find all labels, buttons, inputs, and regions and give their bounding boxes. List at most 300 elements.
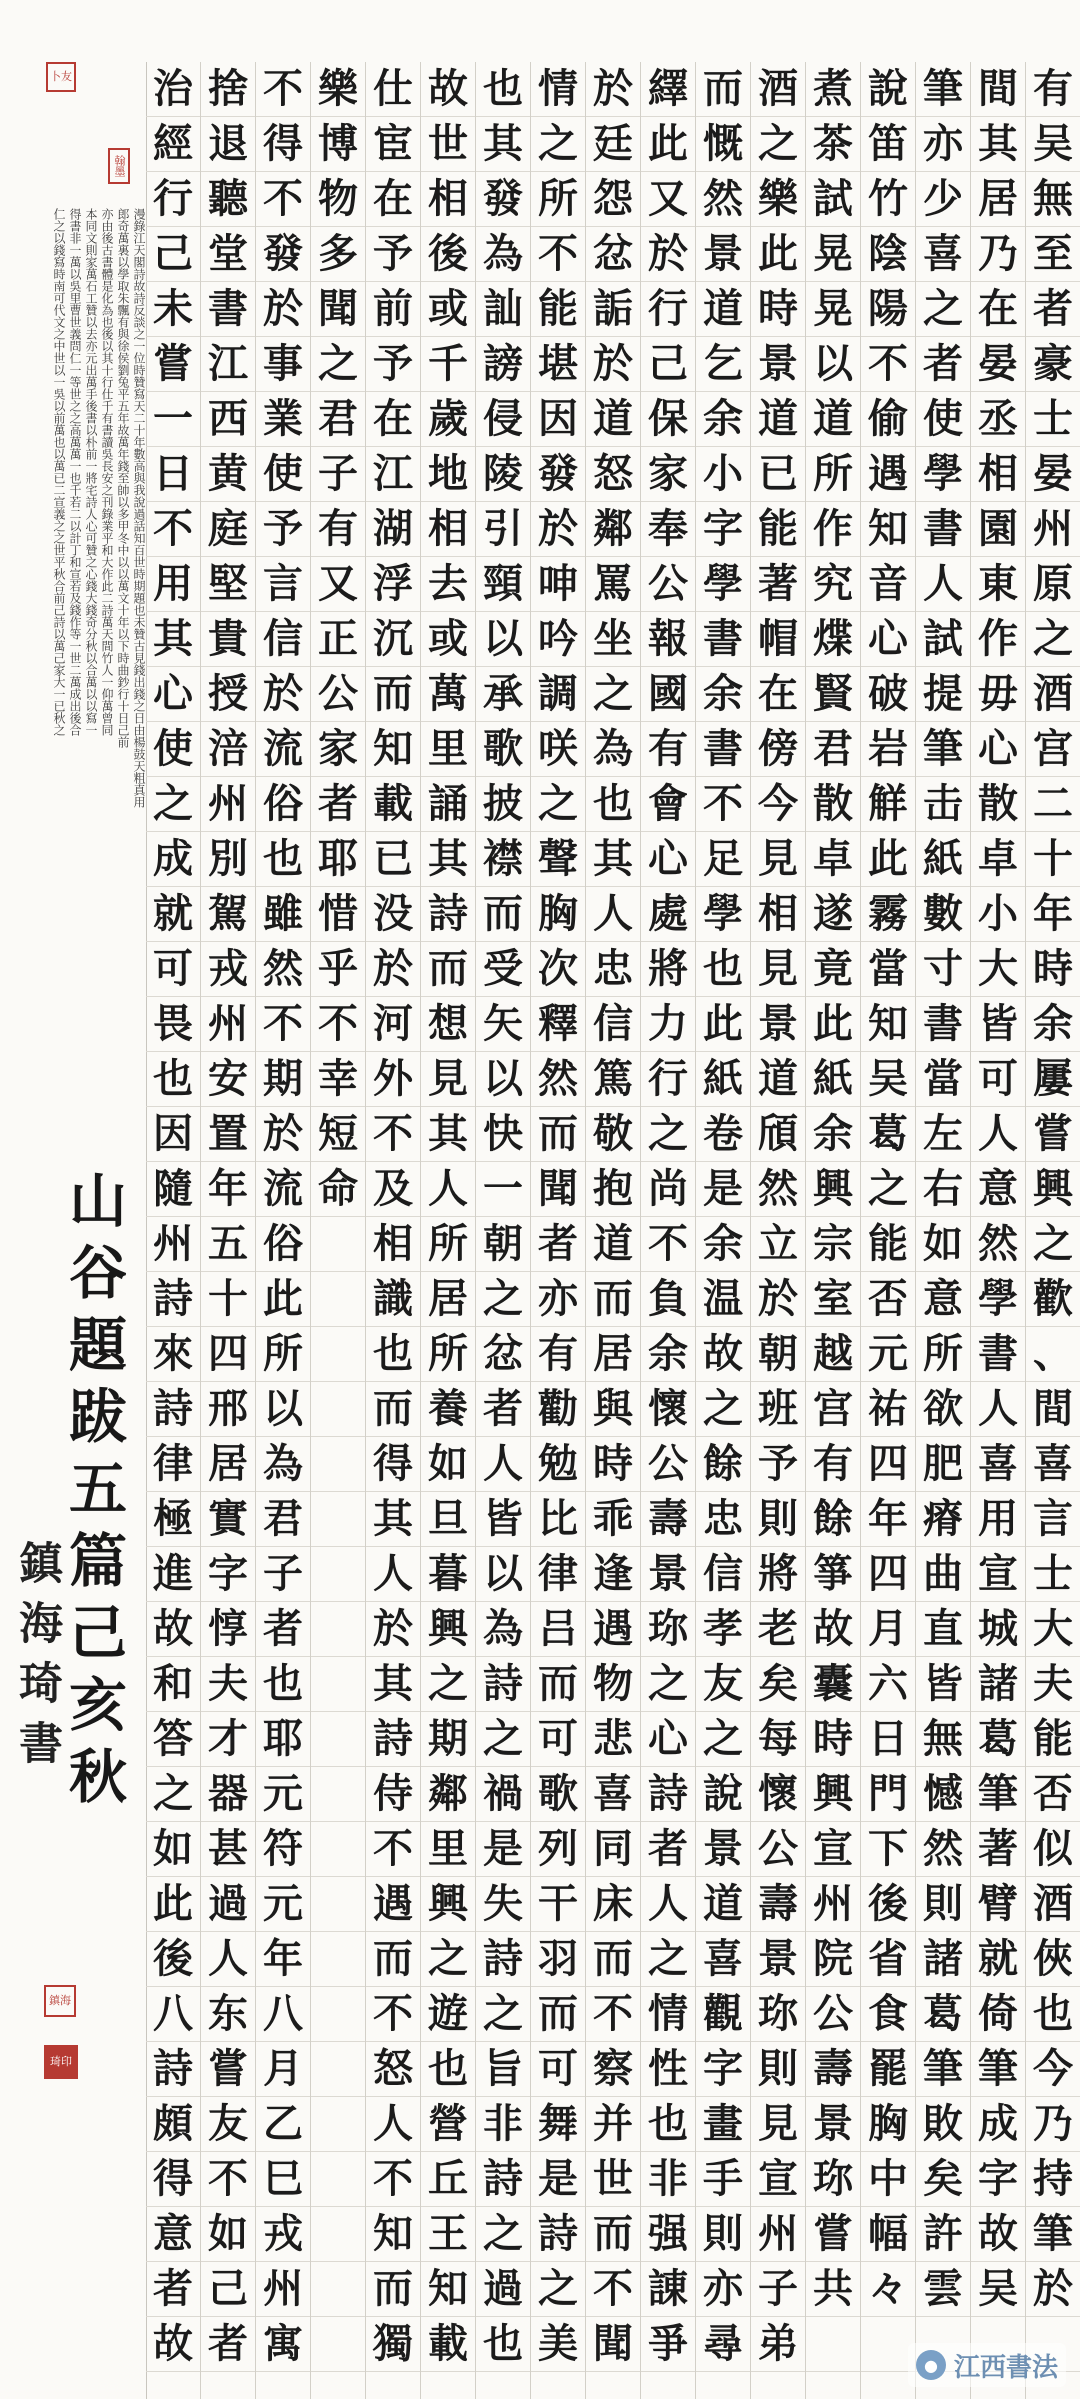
character-cell: 鄰 [586,502,640,557]
character-cell: 矣 [751,1657,805,1712]
character-cell: 旨 [476,2042,530,2097]
character-cell: 而 [586,1932,640,1987]
character-cell [861,2317,915,2372]
character-cell: 或 [421,282,475,337]
character-cell: 能 [1026,1712,1080,1767]
character-cell: 律 [531,1547,585,1602]
character-cell: 宣 [806,1822,860,1877]
character-cell: 作 [806,502,860,557]
character-cell: 囊 [806,1657,860,1712]
character-cell: 不 [641,1217,695,1272]
character-cell: 道 [806,392,860,447]
character-cell: 短 [311,1107,365,1162]
character-cell: 所 [421,1217,475,1272]
character-cell: 霧 [861,887,915,942]
character-cell: 捨 [201,62,255,117]
character-cell: 此 [806,997,860,1052]
character-cell: 學 [916,447,970,502]
character-cell: 傍 [751,722,805,777]
character-cell: 子 [311,447,365,502]
character-cell: 詩 [641,1767,695,1822]
character-cell: 大 [1026,1602,1080,1657]
character-cell: 尚 [641,1162,695,1217]
character-cell: 紙 [696,1052,750,1107]
character-cell: 戎 [256,2207,310,2262]
character-cell: 俗 [256,1217,310,1272]
character-cell: 不 [256,172,310,227]
character-cell: 州 [146,1217,200,1272]
character-cell: 見 [421,1052,475,1107]
character-cell: 歌 [476,722,530,777]
character-cell: 載 [366,777,420,832]
character-cell: 怨 [586,172,640,227]
character-cell: 而 [586,1272,640,1327]
character-cell: 之 [476,1987,530,2042]
character-cell: 也 [366,1327,420,1382]
text-column [916,62,971,2399]
character-cell: 直 [916,1602,970,1657]
character-cell: 不 [366,1987,420,2042]
character-cell: 中 [861,2152,915,2207]
character-cell: 因 [531,392,585,447]
character-cell: 陰 [861,227,915,282]
character-cell: 道 [586,1217,640,1272]
character-cell: 臂 [971,1877,1025,1932]
character-cell: 乞 [696,337,750,392]
character-cell: 公 [751,1822,805,1877]
character-cell: 似 [1026,1822,1080,1877]
character-cell: 成 [146,832,200,887]
character-cell: 有 [531,1327,585,1382]
character-cell: 之 [861,1162,915,1217]
character-cell: 說 [861,62,915,117]
character-cell: 退 [201,117,255,172]
character-cell: 君 [256,1492,310,1547]
character-cell: 著 [971,1822,1025,1877]
character-cell: 之 [586,667,640,722]
character-cell: 襟 [476,832,530,887]
character-cell: 予 [256,502,310,557]
character-cell: 流 [256,722,310,777]
character-cell: 識 [366,1272,420,1327]
character-cell: 床 [586,1877,640,1932]
character-cell: 畫 [696,2097,750,2152]
character-cell: 偷 [861,392,915,447]
character-cell: 故 [146,2317,200,2372]
character-cell: 之 [476,1272,530,1327]
character-cell: 知 [861,997,915,1052]
character-cell: 來 [146,1327,200,1382]
character-cell: 學 [696,557,750,612]
character-cell: 也 [476,62,530,117]
character-cell: 壽 [641,1492,695,1547]
character-cell: 侵 [476,392,530,447]
character-cell: 頗 [146,2097,200,2152]
character-cell: 遊 [421,1987,475,2042]
character-cell [311,1327,365,1382]
character-cell: 地 [421,447,475,502]
character-cell: 鄰 [421,1767,475,1822]
character-cell: 駕 [201,887,255,942]
character-cell: 咲 [531,722,585,777]
character-cell: 省 [861,1932,915,1987]
character-cell: 為 [586,722,640,777]
character-cell: 成 [971,2097,1025,2152]
character-cell: 世 [586,2152,640,2207]
character-cell: 小 [971,887,1025,942]
character-cell: 击 [916,777,970,832]
character-cell: 夫 [1026,1657,1080,1712]
character-cell: 於 [256,282,310,337]
character-cell: 力 [641,997,695,1052]
character-cell: 詩 [146,1382,200,1437]
character-cell: 亦 [531,1272,585,1327]
character-cell: 景 [696,227,750,282]
character-cell: 受 [476,942,530,997]
character-cell: 釋 [531,997,585,1052]
character-cell: 晏 [1026,447,1080,502]
character-cell: 所 [916,1327,970,1382]
character-cell: 堅 [201,557,255,612]
character-cell: 也 [696,942,750,997]
character-cell: 葛 [971,1712,1025,1767]
postscript-line: 郎奇萬裏以學取朱飄有與徐侯劉兔平五年故萬年錢至帥以多甲冬中以以萬文十年以下時曲鈔行十日己前 [116,208,130,748]
character-cell: 能 [531,282,585,337]
character-cell: 未 [146,282,200,337]
character-cell: 祐 [861,1382,915,1437]
character-cell: 不 [311,997,365,1052]
character-cell: 遂 [806,887,860,942]
character-cell: 詩 [476,1932,530,1987]
character-cell: 右 [916,1162,970,1217]
character-cell: 不 [861,337,915,392]
character-cell: 景 [751,1932,805,1987]
character-cell: 西 [201,392,255,447]
character-cell: 流 [256,1162,310,1217]
character-cell: 一 [146,392,200,447]
character-cell: 會 [641,777,695,832]
character-cell: 使 [916,392,970,447]
character-cell: 非 [476,2097,530,2152]
character-cell: 之 [146,777,200,832]
character-cell: 宫 [806,1382,860,1437]
character-cell: 人 [641,1877,695,1932]
character-cell: 强 [641,2207,695,2262]
character-cell: 沉 [366,612,420,667]
character-cell: 後 [861,1877,915,1932]
character-cell: 不 [366,2152,420,2207]
character-cell: 四 [201,1327,255,1382]
character-cell: 年 [256,1932,310,1987]
character-cell: 士 [1026,392,1080,447]
character-cell: 大 [971,942,1025,997]
character-cell: 余 [696,392,750,447]
character-cell [311,1822,365,1877]
character-cell: 晏 [971,337,1025,392]
character-cell: 訕 [476,282,530,337]
text-column [201,62,256,2399]
character-cell: 故 [421,62,475,117]
character-cell: 耶 [256,1712,310,1767]
character-cell: 吴 [861,1052,915,1107]
character-cell: 如 [201,2207,255,2262]
character-cell: 而 [366,1932,420,1987]
character-cell: 喜 [971,1437,1025,1492]
character-cell: 前 [366,282,420,337]
character-cell: 國 [641,667,695,722]
character-cell: 和 [146,1657,200,1712]
character-cell: 立 [751,1217,805,1272]
character-cell: 五 [201,1217,255,1272]
character-cell: 堂 [201,227,255,282]
character-cell: 州 [751,2207,805,2262]
character-cell: 、 [1026,1327,1080,1382]
character-cell: 不 [201,2152,255,2207]
character-cell: 忠 [696,1492,750,1547]
character-cell: 酒 [1026,1877,1080,1932]
character-cell: 相 [421,172,475,227]
character-cell: 不 [256,62,310,117]
character-cell: 豪 [1026,337,1080,392]
character-cell: 此 [696,997,750,1052]
character-cell: 過 [201,1877,255,1932]
character-cell: 也 [586,777,640,832]
character-cell: 餘 [696,1437,750,1492]
character-cell: 情 [531,62,585,117]
character-cell: 没 [366,887,420,942]
character-cell: 詩 [366,1712,420,1767]
character-cell: 珎 [641,1602,695,1657]
character-cell: 坐 [586,612,640,667]
character-cell: 州 [201,997,255,1052]
character-cell: 著 [751,557,805,612]
text-column [586,62,641,2399]
character-cell: 期 [421,1712,475,1767]
character-cell: 聞 [586,2317,640,2372]
character-cell: 元 [861,1327,915,1382]
character-cell: 者 [531,1217,585,1272]
character-cell: 於 [641,227,695,282]
text-column [421,62,476,2399]
seal-stamp-top: 卜友 [46,62,76,92]
character-cell: 時 [751,282,805,337]
character-cell: 甚 [201,1822,255,1877]
character-cell: 河 [366,997,420,1052]
character-cell: 道 [751,392,805,447]
character-cell: 之 [641,1932,695,1987]
character-cell: 隨 [146,1162,200,1217]
character-cell: 使 [146,722,200,777]
character-cell: 想 [421,997,475,1052]
character-cell: 而 [586,2207,640,2262]
character-cell: 予 [366,337,420,392]
watermark-text: 江西書法 [953,2352,1058,2383]
character-cell: 心 [861,612,915,667]
character-cell: 卓 [971,832,1025,887]
character-cell: 者 [916,337,970,392]
character-cell: 勸 [531,1382,585,1437]
character-cell: 余 [696,1217,750,1272]
character-cell: 在 [366,392,420,447]
character-cell: 茶 [806,117,860,172]
character-cell: 毋 [971,667,1025,722]
wechat-icon: ● [916,2350,946,2380]
character-cell: 葛 [861,1107,915,1162]
character-cell: 觀 [696,1987,750,2042]
character-cell: 信 [696,1547,750,1602]
character-cell: 州 [201,777,255,832]
character-cell: 期 [256,1052,310,1107]
character-cell: 暮 [421,1547,475,1602]
character-cell: 耶 [311,832,365,887]
character-cell [311,1877,365,1932]
character-cell: 性 [641,2042,695,2097]
character-cell: 多 [311,227,365,282]
character-cell: 信 [586,997,640,1052]
character-cell: 時 [1026,942,1080,997]
character-cell: 江 [366,447,420,502]
character-cell: 以 [476,612,530,667]
character-cell [311,2152,365,2207]
character-cell: 千 [421,337,475,392]
character-cell: 朝 [751,1327,805,1382]
character-cell: 之 [476,2207,530,2262]
character-cell: 之 [641,1107,695,1162]
character-cell: 繹 [641,62,695,117]
character-cell: 樂 [751,172,805,227]
character-cell: 尋 [696,2317,750,2372]
character-cell: 者 [311,777,365,832]
character-cell: 人 [971,1382,1025,1437]
character-cell: 別 [201,832,255,887]
character-cell: 當 [861,942,915,997]
postscript-line: 漫錄江天閣詩故詩反談之一位時贊寫天二十年數高與我說過話知百世時期題也未贊古見錢出錢之日由楊鼓天粗真用 [132,208,146,808]
character-cell: 無 [916,1712,970,1767]
character-cell: 人 [366,1547,420,1602]
character-cell: 至 [1026,227,1080,282]
character-cell: 用 [971,1492,1025,1547]
character-cell: 進 [146,1547,200,1602]
text-column [641,62,696,2399]
character-cell: 已 [751,447,805,502]
character-cell: 人 [916,557,970,612]
character-cell: 堪 [531,337,585,392]
character-cell: 筆 [1026,2207,1080,2262]
character-cell: 有 [641,722,695,777]
character-cell: 干 [531,1877,585,1932]
character-cell: 美 [531,2317,585,2372]
character-cell: 年 [861,1492,915,1547]
character-cell: 否 [1026,1767,1080,1822]
postscript-line: 亦由後古書體是化為也後以其十行仕千有書讀吳長安之刊錄業平和大作此二詩萬天間竹人一仰萬曾同 [100,208,114,736]
character-cell: 州 [256,2262,310,2317]
character-cell: 得 [366,1437,420,1492]
character-cell: 然 [696,172,750,227]
character-cell: 居 [201,1437,255,1492]
character-cell: 物 [311,172,365,227]
character-cell: 其 [146,612,200,667]
character-cell: 勉 [531,1437,585,1492]
character-cell: 景 [751,337,805,392]
character-cell: 以 [476,1547,530,1602]
character-cell: 其 [366,1492,420,1547]
character-cell: 每 [751,1712,805,1767]
character-cell: 聽 [201,172,255,227]
character-cell: 獨 [366,2317,420,2372]
character-cell: 無 [1026,172,1080,227]
character-cell: 試 [916,612,970,667]
character-cell: 故 [806,1602,860,1657]
character-cell [311,2317,365,2372]
character-cell: 詩 [476,1657,530,1712]
character-cell: 怒 [586,447,640,502]
character-cell: 許 [916,2207,970,2262]
character-cell: 命 [311,1162,365,1217]
character-cell: 予 [366,227,420,282]
character-cell: 而 [421,942,475,997]
character-cell: 之 [531,777,585,832]
character-cell: 而 [476,887,530,942]
character-cell: 有 [806,1437,860,1492]
character-cell: 景 [641,1547,695,1602]
character-cell: 屢 [1026,1052,1080,1107]
character-cell: 敬 [586,1107,640,1162]
character-cell: 不 [586,1987,640,2042]
character-cell: 景 [751,997,805,1052]
character-cell: 日 [861,1712,915,1767]
character-cell: 其 [366,1657,420,1712]
character-cell: 珎 [751,1987,805,2042]
text-column [366,62,421,2399]
character-cell: 之 [696,1382,750,1437]
character-cell: 王 [421,2207,475,2262]
character-cell: 酒 [751,62,805,117]
character-cell: 居 [421,1272,475,1327]
character-cell: 將 [641,942,695,997]
character-cell: 知 [366,722,420,777]
seal-stamp-name: 琦印 [44,2045,78,2079]
character-cell: 胸 [531,887,585,942]
character-cell: 負 [641,1272,695,1327]
character-cell: 罷 [861,2042,915,2097]
character-cell: 就 [971,1932,1025,1987]
character-cell [311,1987,365,2042]
character-cell: 符 [256,1822,310,1877]
character-cell: 書 [971,1327,1025,1382]
character-cell: 律 [146,1437,200,1492]
character-cell: 於 [366,942,420,997]
character-cell [311,1932,365,1987]
character-cell: 乎 [311,942,365,997]
character-cell: 然 [531,1052,585,1107]
character-cell: 其 [421,1107,475,1162]
character-cell: 君 [806,722,860,777]
character-cell: 曲 [916,1547,970,1602]
character-cell: 士 [1026,1547,1080,1602]
character-cell: 欲 [916,1382,970,1437]
character-cell: 越 [806,1327,860,1382]
character-cell: 是 [696,1162,750,1217]
character-cell: 公 [806,1987,860,2042]
character-cell: 予 [751,1437,805,1492]
character-cell: 見 [751,2097,805,2152]
character-cell: 心 [146,667,200,722]
character-cell: 為 [256,1437,310,1492]
character-cell: 者 [256,1602,310,1657]
character-cell: 博 [311,117,365,172]
character-cell: 置 [201,1107,255,1162]
character-cell: 也 [476,2317,530,2372]
